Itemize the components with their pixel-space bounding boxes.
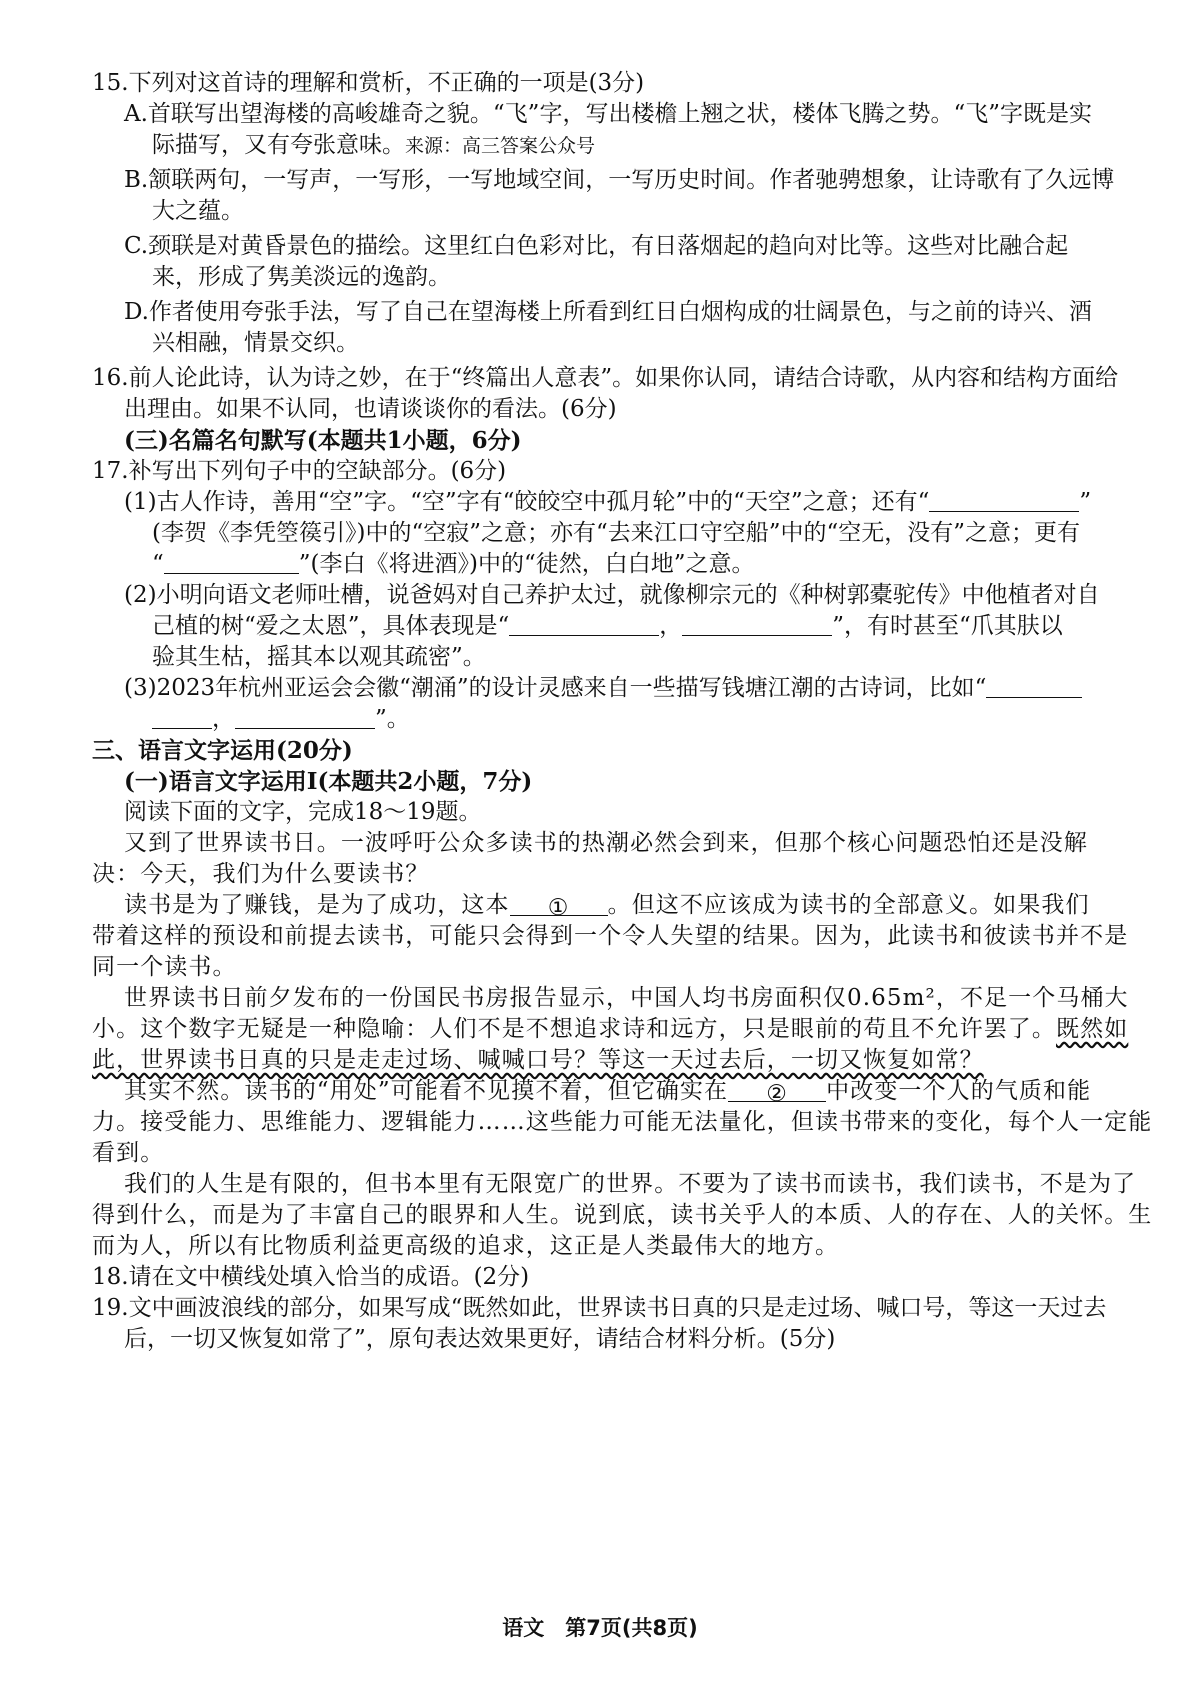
- answer-blank[interactable]: [986, 675, 1082, 698]
- passage-p2-line3: 同一个读书。: [92, 954, 237, 980]
- passage-intro: 阅读下面的文字，完成18～19题。: [124, 799, 482, 825]
- q16-line1: 16.前人论此诗，认为诗之妙，在于“终篇出人意表”。如果你认同，请结合诗歌，从内容和结构方面给: [92, 365, 1119, 391]
- passage-blank-2[interactable]: ②: [728, 1079, 826, 1102]
- q15-option-d-line1: D.作者使用夸张手法，写了自己在望海楼上所看到红日白烟构成的壮阔景色，与之前的诗兴、酒: [124, 299, 1092, 325]
- q15-option-b-line1: B.颔联两句，一写声，一写形，一写地域空间，一写历史时间。作者驰骋想象，让诗歌有了久远博: [124, 167, 1115, 193]
- wavy-underlined-text: 既然如: [1056, 1016, 1129, 1042]
- q17-part3-text: (3)2023年杭州亚运会会徽“潮涌”的设计灵感来自一些描写钱塘江潮的古诗词，比如“: [124, 675, 987, 701]
- q17-part2-line3: 验其生枯，摇其本以观其疏密”。: [152, 644, 486, 670]
- passage-p2-line2: 带着这样的预设和前提去读书，可能只会得到一个令人失望的结果。因为，此读书和彼读书并不是: [92, 923, 1129, 949]
- passage-p5-line1: 我们的人生是有限的，但书本里有无限宽广的世界。不要为了读书而读书，我们读书，不是为了: [124, 1171, 1137, 1197]
- passage-p5-line2: 得到什么，而是为了丰富自己的眼界和人生。说到底，读书关乎人的本质、人的存在、人的关怀。生: [92, 1202, 1153, 1228]
- q17-part1-text-end: ”(李白《将进酒》)中的“徒然，白白地”之意。: [298, 551, 755, 577]
- part3-subtitle: (一)语言文字运用Ⅰ(本题共2小题，7分): [124, 768, 533, 795]
- q15-option-d-line2: 兴相融，情景交织。: [152, 330, 359, 356]
- answer-blank[interactable]: [152, 706, 212, 729]
- passage-text: 读书是为了赚钱，是为了成功，这本: [124, 892, 510, 918]
- answer-blank[interactable]: [164, 551, 299, 574]
- q15-option-c-line2: 来，形成了隽美淡远的逸韵。: [152, 264, 451, 290]
- page-footer: 语文 第7页(共8页): [502, 1616, 698, 1640]
- q17-part2-line2: [92, 611, 1107, 642]
- q15-option-a-line2: [92, 130, 1107, 161]
- comma: ，: [659, 613, 683, 639]
- part3-title: 三、语言文字运用(20分): [92, 737, 353, 764]
- passage-text: 其实不然。读书的“用处”可能看不见摸不着，但它确实在: [124, 1078, 729, 1104]
- q17-part2-line1: (2)小明向语文老师吐槽，说爸妈对自己养护太过，就像柳宗元的《种树郭橐驼传》中他植者对自: [124, 582, 1100, 608]
- passage-p3-line1: 世界读书日前夕发布的一份国民书房报告显示，中国人均书房面积仅0.65m²，不足一个马桶大: [124, 985, 1129, 1011]
- q16-line2: 出理由。如果不认同，也请谈谈你的看法。(6分): [124, 396, 617, 422]
- q17-part1-line1: [92, 487, 1107, 518]
- quote-mark: ”: [1079, 489, 1092, 515]
- passage-p4-line3: 看到。: [92, 1140, 165, 1166]
- passage-p4-line1: [92, 1076, 1107, 1107]
- passage-p1-line2: 决：今天，我们为什么要读书？: [92, 861, 430, 887]
- quote-mark: ”。: [375, 706, 410, 732]
- q15-option-b-line2: 大之蕴。: [152, 198, 244, 224]
- passage-p5-line3: 而为人，所以有比物质利益更高级的追求，这正是人类最伟大的地方。: [92, 1233, 840, 1259]
- q15-option-a-line1: A.首联写出望海楼的高峻雄奇之貌。“飞”字，写出楼檐上翘之状，楼体飞腾之势。“飞”字既是实: [124, 101, 1092, 127]
- q15-option-c-line1: C.颈联是对黄昏景色的描绘。这里红白色彩对比，有日落烟起的趋向对比等。这些对比融合起: [124, 233, 1069, 259]
- passage-text: 。但这不应该成为读书的全部意义。如果我们: [607, 892, 1090, 918]
- q17-part1-text: (1)古人作诗，善用“空”字。“空”字有“皎皎空中孤月轮”中的“天空”之意；还有“: [124, 489, 930, 515]
- answer-blank[interactable]: [235, 706, 375, 729]
- q17-part1-line3: [92, 549, 1107, 580]
- passage-p3-line2: [92, 1014, 1129, 1045]
- answer-blank[interactable]: [509, 613, 659, 636]
- passage-text: 小。这个数字无疑是一种隐喻：人们不是不想追求诗和远方，只是眼前的苟且不允许罢了。: [92, 1016, 1056, 1042]
- section-heading-famous-lines: (三)名篇名句默写(本题共1小题，6分): [124, 427, 522, 454]
- q17-part2-text: 己植的树“爱之太恩”，具体表现是“: [152, 613, 510, 639]
- q17-part3-line2: [92, 704, 1107, 735]
- q17-part3-line1: [92, 673, 1107, 704]
- q19-line1: 19.文中画波浪线的部分，如果写成“既然如此，世界读书日真的只是走过场、喊口号，等这一天过去: [92, 1295, 1107, 1321]
- passage-p2-line1: [92, 890, 1107, 921]
- q17-part2-text-end: ”，有时甚至“爪其肤以: [832, 613, 1063, 639]
- q15-option-a-text: 际描写，又有夸张意味。: [152, 132, 405, 158]
- q17-stem: 17.补写出下列句子中的空缺部分。(6分): [92, 458, 507, 484]
- source-watermark: 来源：高三答案公众号: [405, 135, 596, 157]
- passage-p1-line1: 又到了世界读书日。一波呼吁公众多读书的热潮必然会到来，但那个核心问题恐怕还是没解: [124, 830, 1088, 856]
- wavy-underlined-text: 此，世界读书日真的只是走走过场、喊喊口号？等这一天过去后，一切又恢复如常？: [92, 1047, 984, 1073]
- exam-page: [92, 68, 1153, 1355]
- passage-p3-line3: [92, 1045, 1107, 1076]
- q17-part1-line2: (李贺《李凭箜篌引》)中的“空寂”之意；亦有“去来江口守空船”中的“空无，没有”之意；更有: [152, 520, 1080, 546]
- passage-text: 中改变一个人的气质和能: [826, 1078, 1092, 1104]
- answer-blank[interactable]: [682, 613, 832, 636]
- quote-mark: “: [152, 551, 164, 577]
- q15-stem: 15.下列对这首诗的理解和赏析，不正确的一项是(3分): [92, 70, 645, 96]
- q18: 18.请在文中横线处填入恰当的成语。(2分): [92, 1264, 530, 1290]
- q19-line2: 后，一切又恢复如常了”，原句表达效果更好，请结合材料分析。(5分): [124, 1326, 836, 1352]
- passage-p4-line2: 力。接受能力、思维能力、逻辑能力……这些能力可能无法量化，但读书带来的变化，每个人一定能: [92, 1109, 1153, 1135]
- passage-blank-1[interactable]: ①: [510, 893, 608, 916]
- answer-blank[interactable]: [929, 489, 1079, 512]
- comma: ，: [212, 706, 235, 732]
